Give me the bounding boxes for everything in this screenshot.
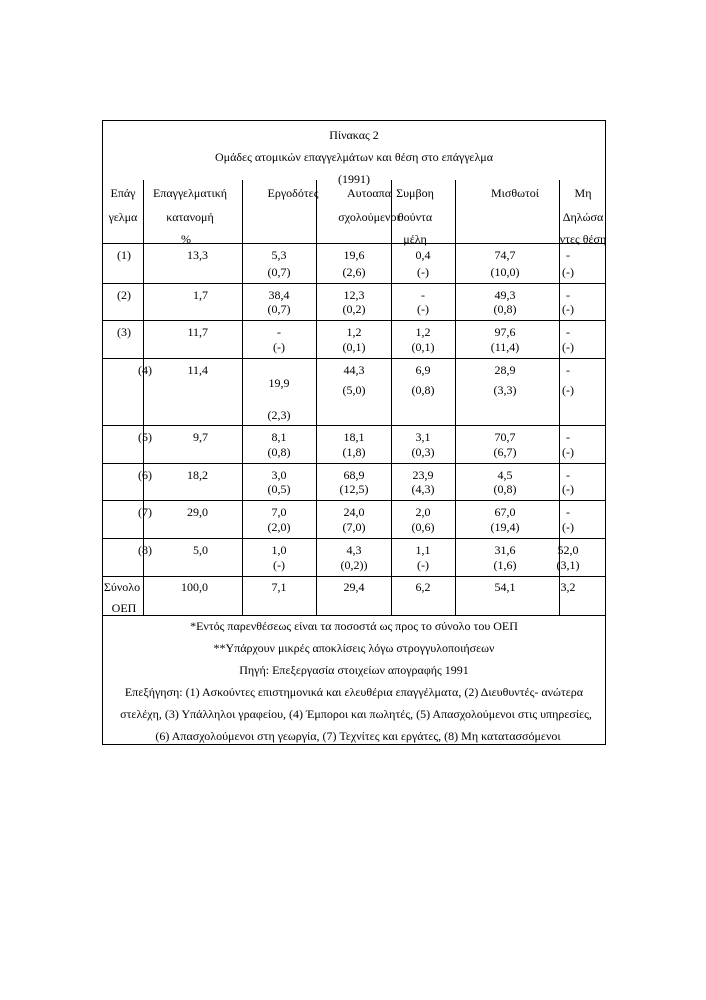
cell-employees: 31,6 [494,543,516,557]
column-header-not-declared: Δηλώσα [562,210,604,224]
cell-self-employed-share: (12,5) [339,482,369,496]
cell-employees-share: (19,4) [490,520,520,534]
row-percentage: 13,3 [187,248,208,262]
cell-employees: 49,3 [494,288,516,302]
cell-not-declared: - [566,325,570,339]
cell-employers: - [277,325,281,339]
column-header-distribution: κατανομή [166,210,214,224]
cell-not-declared: - [566,288,570,302]
cell-employers-share: (0,7) [267,302,291,316]
cell-self-employed-share: (0,2)) [340,558,368,572]
total-employers: 7,1 [271,580,287,594]
cell-self-employed: 1,2 [346,325,362,339]
column-rule [316,180,317,615]
cell-family-helpers-share: (0,8) [411,383,435,397]
row-rule [102,283,606,284]
cell-self-employed: 68,9 [343,468,365,482]
row-occupation: (4) [138,363,152,377]
cell-not-declared-share: (-) [562,302,574,316]
cell-employees: 4,5 [497,468,513,482]
cell-self-employed-share: (2,6) [342,265,366,279]
cell-employees: 74,7 [494,248,516,262]
cell-family-helpers-share: (-) [417,558,429,572]
cell-family-helpers: 3,1 [415,430,431,444]
column-header-employees: Μισθωτοί [490,186,540,200]
row-percentage: 5,0 [193,543,208,557]
row-rule [102,576,606,577]
cell-employers-share: (2,0) [267,520,291,534]
cell-employers: 8,1 [271,430,287,444]
row-rule [102,538,606,539]
row-rule [102,500,606,501]
row-occupation: (7) [138,505,152,519]
cell-self-employed-share: (0,1) [342,340,366,354]
explanation-line: Επεξήγηση: (1) Ασκούντες επιστημονικά και ελευθέρια επαγγέλματα, (2) Διευθυντές- ανώτερα [124,685,584,699]
footnote-parentheses: *Εντός παρενθέσεως είναι τα ποσοστά ως προς το σύνολο του ΟΕΠ [190,619,518,633]
cell-employees: 67,0 [494,505,516,519]
cell-family-helpers: 6,9 [415,363,431,377]
cell-not-declared-share: (-) [562,520,574,534]
total-label: Σύνολο [103,580,141,594]
column-header-family-helpers: μέλη [403,232,427,246]
row-percentage: 1,7 [193,288,208,302]
cell-family-helpers-share: (0,6) [411,520,435,534]
cell-employers: 38,4 [268,288,290,302]
cell-employers: 7,0 [271,505,287,519]
cell-not-declared: - [566,430,570,444]
row-rule [102,320,606,321]
cell-family-helpers: 0,4 [415,248,431,262]
cell-family-helpers: 1,1 [415,543,431,557]
cell-self-employed: 24,0 [343,505,365,519]
cell-family-helpers-share: (4,3) [411,482,435,496]
total-employees: 54,1 [494,580,516,594]
cell-employers-share: (2,3) [267,408,291,422]
total-percentage: 100,0 [181,580,208,594]
cell-not-declared: 52,0 [557,543,579,557]
cell-not-declared-share: (3,1) [556,558,580,572]
cell-family-helpers-share: (0,1) [411,340,435,354]
total-self-employed: 29,4 [343,580,365,594]
cell-not-declared-share: (-) [562,482,574,496]
column-rule [455,180,456,615]
column-header-not-declared: Μη [574,186,592,200]
cell-employees-share: (11,4) [490,340,520,354]
cell-self-employed-share: (0,2) [342,302,366,316]
cell-employers: 19,9 [268,376,290,390]
column-header-self-employed: σχολούμενοι [338,210,400,224]
cell-not-declared-share: (-) [562,265,574,279]
cell-employees: 97,6 [494,325,516,339]
table-number: Πίνακας 2 [329,128,379,142]
total-family-helpers: 6,2 [415,580,431,594]
row-occupation: (3) [117,325,131,339]
column-rule [391,180,392,615]
cell-employees: 28,9 [494,363,516,377]
explanation-line: στελέχη, (3) Υπάλληλοι γραφείου, (4) Έμποροι και πωλητές, (5) Απασχολούμενοι στις υπηρεσίες, [120,707,592,721]
row-percentage: 9,7 [193,430,208,444]
cell-employees-share: (0,8) [493,482,517,496]
cell-self-employed: 18,1 [343,430,365,444]
cell-family-helpers-share: (-) [417,302,429,316]
explanation-line: (6) Απασχολούμενοι στη γεωργία, (7) Τεχνίτες και εργάτες, (8) Μη κατατασσόμενοι [155,729,561,743]
cell-not-declared-share: (-) [562,383,574,397]
cell-family-helpers-share: (-) [417,265,429,279]
cell-not-declared: - [566,468,570,482]
row-occupation: (5) [138,430,152,444]
cell-self-employed-share: (5,0) [342,383,366,397]
column-header-distribution: Επαγγελματική [152,186,228,200]
column-rule [242,180,243,615]
column-header-self-employed: Αυτοαπα [346,186,392,200]
cell-employers: 5,3 [271,248,287,262]
row-percentage: 18,2 [187,468,208,482]
cell-not-declared: - [566,248,570,262]
source-note: Πηγή: Επεξεργασία στοιχείων απογραφής 1991 [239,663,469,677]
cell-self-employed-share: (1,8) [342,445,366,459]
row-rule [102,615,606,616]
row-occupation: (2) [117,288,131,302]
column-header-family-helpers: θούντα [397,210,433,224]
cell-not-declared: - [566,505,570,519]
row-rule [102,425,606,426]
row-rule [102,358,606,359]
cell-employers-share: (-) [273,340,285,354]
cell-employees-share: (0,8) [493,302,517,316]
header-rule [102,243,606,244]
row-occupation: (8) [138,543,152,557]
table-year: (1991) [338,172,370,186]
column-header-occupation: Επάγ [110,186,136,200]
cell-employers: 3,0 [271,468,287,482]
cell-family-helpers: - [421,288,425,302]
total-label: ΟΕΠ [111,601,137,615]
cell-not-declared: - [566,363,570,377]
cell-family-helpers: 1,2 [415,325,431,339]
table-caption: Ομάδες ατομικών επαγγελμάτων και θέση στο επάγγελμα [214,150,494,164]
cell-self-employed: 12,3 [343,288,365,302]
cell-employees: 70,7 [494,430,516,444]
footnote-rounding: **Υπάρχουν μικρές αποκλίσεις λόγω στρογγυλοποιήσεων [213,641,495,655]
row-percentage: 29,0 [187,505,208,519]
cell-not-declared-share: (-) [562,340,574,354]
row-occupation: (6) [138,468,152,482]
cell-self-employed-share: (7,0) [342,520,366,534]
cell-not-declared-share: (-) [562,445,574,459]
cell-employers: 1,0 [271,543,287,557]
total-not-declared: 3,2 [560,580,576,594]
cell-employers-share: (0,5) [267,482,291,496]
row-rule [102,463,606,464]
cell-employees-share: (10,0) [490,265,520,279]
cell-family-helpers: 2,0 [415,505,431,519]
column-header-not-declared: ντες θέση [559,232,607,246]
cell-employers-share: (0,8) [267,445,291,459]
cell-family-helpers: 23,9 [412,468,434,482]
cell-family-helpers-share: (0,3) [411,445,435,459]
column-header-employers: Εργοδότες [267,186,319,200]
row-percentage: 11,7 [187,325,208,339]
cell-employees-share: (6,7) [493,445,517,459]
row-occupation: (1) [117,248,131,262]
row-percentage: 11,4 [187,363,208,377]
cell-self-employed: 4,3 [346,543,362,557]
cell-employers-share: (0,7) [267,265,291,279]
cell-employers-share: (-) [273,558,285,572]
cell-employees-share: (3,3) [493,383,517,397]
cell-self-employed: 19,6 [343,248,365,262]
column-header-family-helpers: Συμβοη [396,186,434,200]
cell-self-employed: 44,3 [343,363,365,377]
column-header-occupation: γελμα [108,210,138,224]
cell-employees-share: (1,6) [493,558,517,572]
column-header-distribution: % [181,232,191,246]
